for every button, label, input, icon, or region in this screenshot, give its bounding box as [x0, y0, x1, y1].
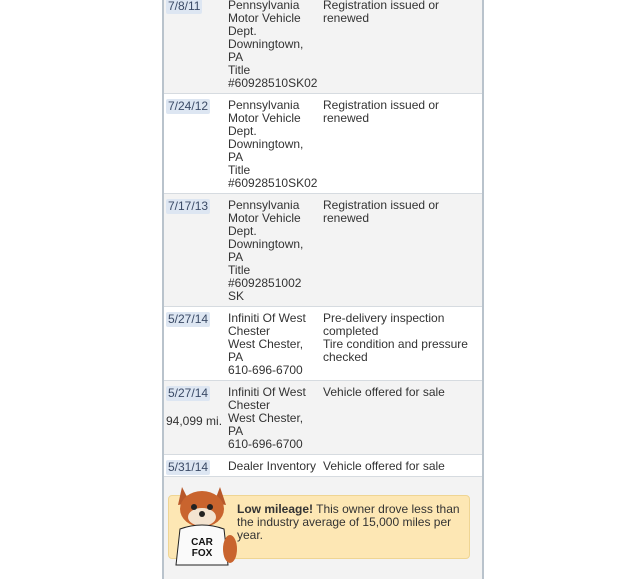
odometer-reading: 94,099 mi. — [166, 414, 223, 428]
date-cell — [166, 199, 224, 214]
date-cell — [166, 386, 224, 428]
date-cell — [166, 99, 224, 114]
svg-text:CAR: CAR — [191, 537, 213, 548]
comments-cell — [323, 312, 483, 364]
source-cell: Infiniti Of West Chester West Chester, PA 610-696-6700 — [228, 311, 306, 377]
history-table — [162, 0, 484, 579]
carfox-mascot-icon — [168, 483, 240, 567]
date-cell — [166, 0, 224, 14]
source-cell: Dealer Inventory — [228, 459, 317, 473]
comments-cell — [323, 0, 483, 25]
date-badge: 7/24/12 — [168, 99, 209, 113]
table-row — [164, 455, 482, 477]
comment-line: Registration issued or renewed — [323, 0, 440, 25]
source-cell: Pennsylvania Motor Vehicle Dept. Downingtown, PA Title #60928510SK02 — [228, 98, 318, 190]
comment-line: Tire condition and pressure checked — [323, 337, 468, 364]
table-row — [164, 0, 482, 94]
date-badge: 7/17/13 — [168, 199, 209, 213]
svg-text:FOX: FOX — [191, 548, 213, 559]
comment-line: Pre-delivery inspection completed — [323, 311, 445, 338]
comment-line: Registration issued or renewed — [323, 198, 440, 225]
date-badge: 5/27/14 — [168, 386, 209, 400]
date-badge: 5/31/14 — [168, 460, 209, 474]
comment-line: Vehicle offered for sale — [323, 459, 445, 473]
date-cell — [166, 312, 224, 327]
date-badge: 7/8/11 — [168, 0, 201, 13]
table-row — [164, 307, 482, 381]
table-row — [164, 194, 482, 307]
date-badge: 5/27/14 — [168, 312, 209, 326]
source-cell: Pennsylvania Motor Vehicle Dept. Downingtown, PA Title #60928510SK02 — [228, 0, 318, 90]
comments-cell — [323, 386, 483, 399]
date-cell — [166, 460, 224, 475]
comments-cell — [323, 199, 483, 225]
source-cell: Infiniti Of West Chester West Chester, PA 610-696-6700 — [228, 385, 306, 451]
mileage-note-section — [164, 477, 482, 579]
note-text: This owner drove less than the industry average of 15,000 miles per year. — [237, 502, 460, 542]
comments-cell — [323, 460, 483, 473]
source-cell: Pennsylvania Motor Vehicle Dept. Downingtown, PA Title #6092851002 SK — [228, 198, 304, 303]
comments-cell — [323, 99, 483, 125]
comment-line: Vehicle offered for sale — [323, 385, 445, 399]
comment-line: Registration issued or renewed — [323, 98, 440, 125]
table-row — [164, 94, 482, 194]
table-row — [164, 381, 482, 455]
note-bold: Low mileage! — [237, 502, 314, 516]
